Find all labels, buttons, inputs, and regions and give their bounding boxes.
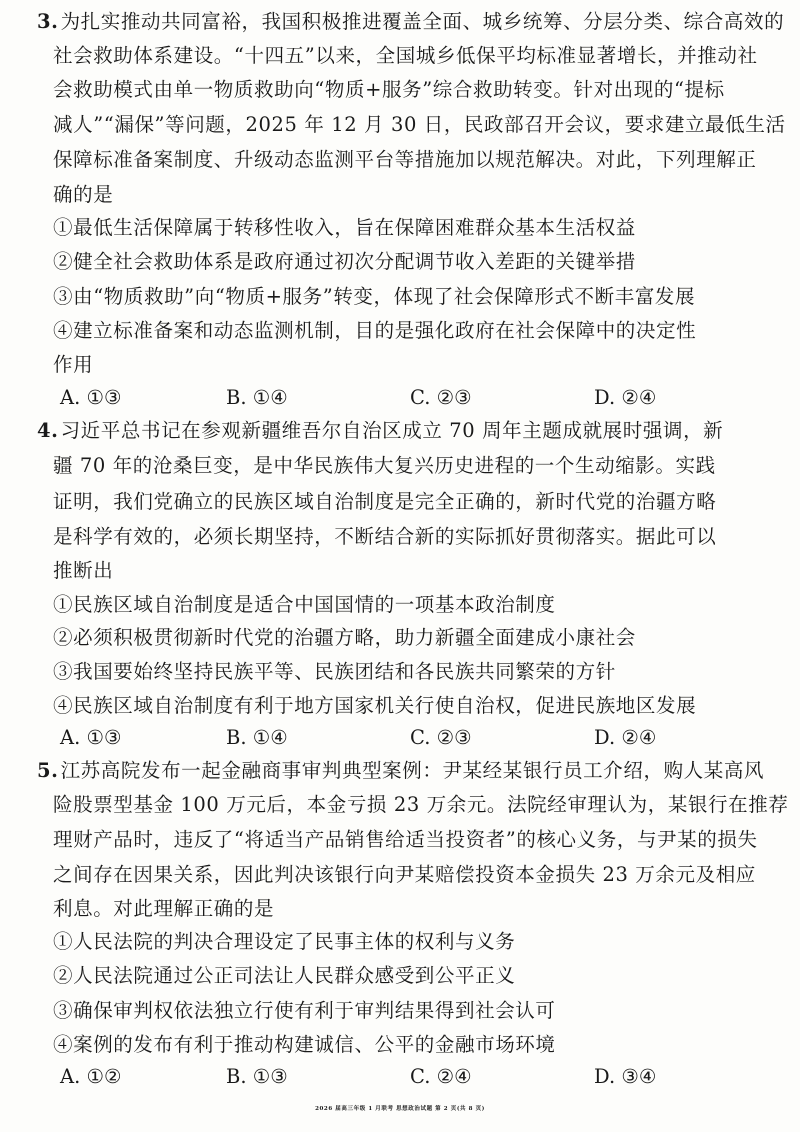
answer-choice-a: A. ①② bbox=[60, 1065, 122, 1088]
answer-choice-a: A. ①③ bbox=[60, 386, 122, 409]
question-stem-line: 险股票型基金 100 万元后，本金亏损 23 万余元。法院经审理认为，某银行在推荐 bbox=[53, 793, 789, 816]
statement-option: ②健全社会救助体系是政府通过初次分配调节收入差距的关键举措 bbox=[53, 250, 636, 273]
question-stem-line: 3. 为扎实推动共同富裕，我国积极推进覆盖全面、城乡统筹、分层分类、综合高效的 bbox=[37, 10, 785, 33]
question-stem-line: 会救助模式由单一物质救助向“物质+服务”综合救助转变。针对出现的“提标 bbox=[53, 78, 725, 101]
statement-option: 作用 bbox=[53, 353, 94, 376]
statement-option: ④建立标准备案和动态监测机制，目的是强化政府在社会保障中的决定性 bbox=[53, 319, 697, 342]
answer-choice-c: C. ②④ bbox=[410, 1065, 472, 1088]
statement-option: ①民族区域自治制度是适合中国国情的一项基本政治制度 bbox=[53, 593, 556, 616]
question-number: 3. bbox=[37, 10, 59, 33]
question-stem-line: 利息。对此理解正确的是 bbox=[53, 897, 275, 920]
answer-choice-d: D. ②④ bbox=[594, 726, 657, 749]
question-stem-line: 4. 习近平总书记在参观新疆维吾尔自治区成立 70 周年主题成就展时强调，新 bbox=[37, 419, 724, 442]
statement-option: ④民族区域自治制度有利于地方国家机关行使自治权，促进民族地区发展 bbox=[53, 694, 697, 717]
question-stem-line: 保障标准备案制度、升级动态监测平台等措施加以规范解决。对此，下列理解正 bbox=[53, 148, 757, 171]
question-stem-line: 是科学有效的，必须长期坚持，不断结合新的实际抓好贯彻落实。据此可以 bbox=[53, 525, 717, 548]
answer-choice-b: B. ①④ bbox=[226, 726, 288, 749]
statement-option: ①人民法院的判决合理设定了民事主体的权利与义务 bbox=[53, 930, 516, 953]
question-number: 4. bbox=[37, 419, 59, 442]
statement-option: ②人民法院通过公正司法让人民群众感受到公平正义 bbox=[53, 964, 516, 987]
question-stem-line: 之间存在因果关系，因此判决该银行向尹某赔偿投资本金损失 23 万余元及相应 bbox=[53, 863, 756, 886]
statement-option: ③确保审判权依法独立行使有利于审判结果得到社会认可 bbox=[53, 999, 556, 1022]
answer-choice-c: C. ②③ bbox=[410, 726, 472, 749]
question-stem-line: 疆 70 年的沧桑巨变，是中华民族伟大复兴历史进程的一个生动缩影。实践 bbox=[53, 454, 716, 477]
statement-option: ④案例的发布有利于推动构建诚信、公平的金融市场环境 bbox=[53, 1033, 556, 1056]
question-stem-line: 推断出 bbox=[53, 559, 114, 582]
question-stem-line: 社会救助体系建设。“十四五”以来，全国城乡低保平均标准显著增长，并推动社 bbox=[53, 44, 758, 67]
statement-option: ②必须积极贯彻新时代党的治疆方略，助力新疆全面建成小康社会 bbox=[53, 626, 636, 649]
statement-option: ③我国要始终坚持民族平等、民族团结和各民族共同繁荣的方针 bbox=[53, 660, 616, 683]
question-stem-line: 减人”“漏保”等问题，2025 年 12 月 30 日，民政部召开会议，要求建立最低生活 bbox=[53, 113, 786, 136]
question-stem-line: 证明，我们党确立的民族区域自治制度是完全正确的，新时代党的治疆方略 bbox=[53, 490, 717, 513]
answer-choice-d: D. ③④ bbox=[594, 1065, 657, 1088]
answer-choice-d: D. ②④ bbox=[594, 386, 657, 409]
answer-choice-b: B. ①③ bbox=[226, 1065, 288, 1088]
answer-choice-b: B. ①④ bbox=[226, 386, 288, 409]
question-stem-line: 5. 江苏高院发布一起金融商事审判典型案例：尹某经某银行员工介绍，购人某高风 bbox=[37, 759, 765, 782]
statement-option: ①最低生活保障属于转移性收入，旨在保障困难群众基本生活权益 bbox=[53, 216, 636, 239]
answer-choice-a: A. ①③ bbox=[60, 726, 122, 749]
answer-choice-c: C. ②③ bbox=[410, 386, 472, 409]
question-stem-line: 理财产品时，违反了“将适当产品销售给适当投资者”的核心义务，与尹某的损失 bbox=[53, 828, 758, 851]
question-stem-line: 确的是 bbox=[53, 183, 114, 206]
page-footer: 2026 届高三年级 1 月联考 思想政治试题 第 2 页(共 8 页) bbox=[315, 1106, 485, 1112]
statement-option: ③由“物质救助”向“物质+服务”转变，体现了社会保障形式不断丰富发展 bbox=[53, 285, 696, 308]
question-number: 5. bbox=[37, 759, 59, 782]
